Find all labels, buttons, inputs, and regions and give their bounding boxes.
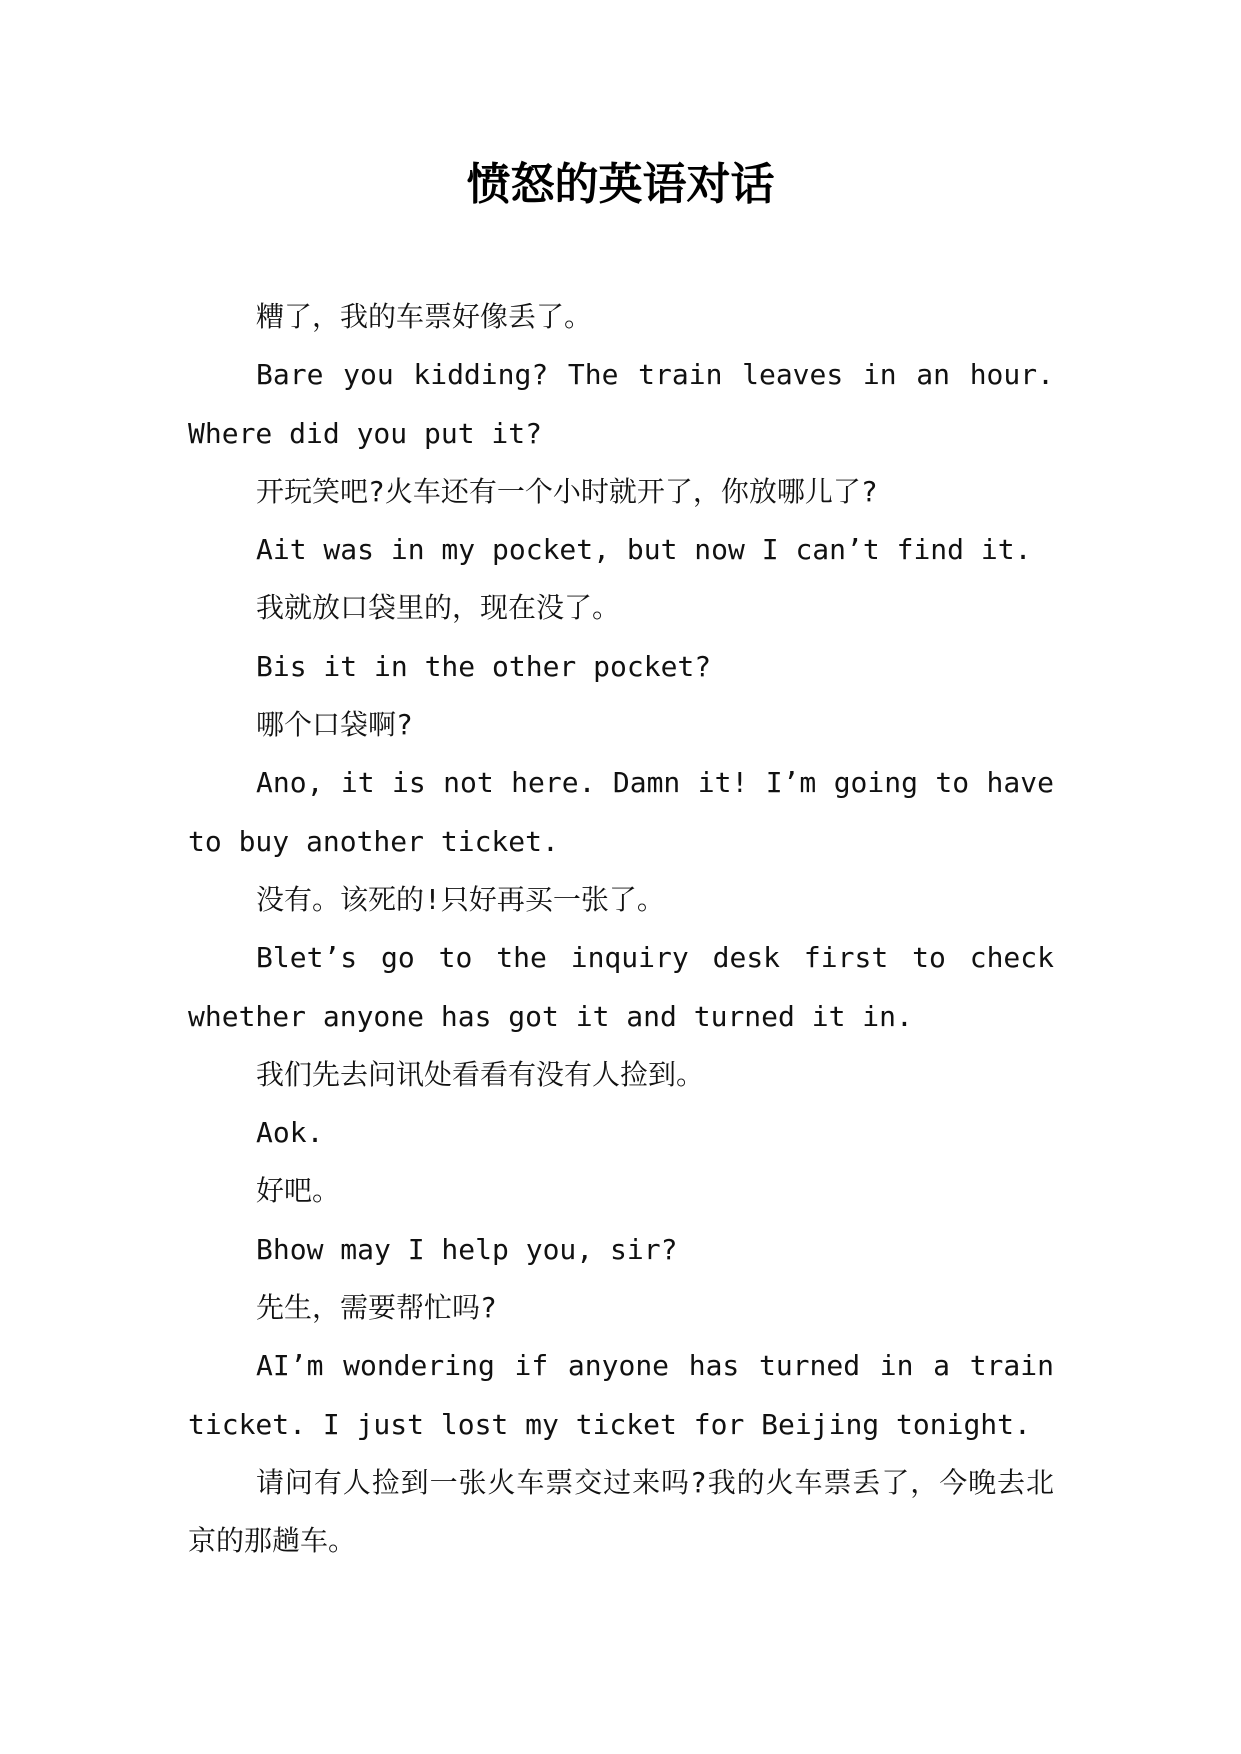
paragraph: 哪个口袋啊? xyxy=(256,708,413,742)
paragraph: Bis it in the other pocket? xyxy=(256,649,712,683)
paragraph: Bhow may I help you, sir? xyxy=(256,1232,678,1266)
paragraph: Ait was in my pocket, but now I can’t find it. xyxy=(256,533,1032,567)
paragraph: 请问有人捡到一张火车票交过来吗?我的火车票丢了，今晚去北京的那趟车。 xyxy=(188,1465,1054,1558)
paragraph: Ano, it is not here. Damn it! I’m going to have to buy another ticket. xyxy=(188,766,1054,858)
paragraph: 好吧。 xyxy=(256,1174,341,1208)
paragraph: 我们先去问讯处看看有没有人捡到。 xyxy=(256,1057,705,1091)
document-title: 愤怒的英语对话 xyxy=(466,159,775,210)
paragraph: Bare you kidding? The train leaves in an hour. Where did you put it? xyxy=(188,358,1054,450)
paragraph: 开玩笑吧?火车还有一个小时就开了，你放哪儿了? xyxy=(256,474,878,508)
paragraph: 糟了，我的车票好像丢了。 xyxy=(256,300,593,333)
paragraph: Blet’s go to the inquiry desk first to check whether anyone has got it and turned it in. xyxy=(188,941,1054,1033)
paragraph: 先生，需要帮忙吗? xyxy=(256,1291,497,1325)
paragraph: 没有。该死的!只好再买一张了。 xyxy=(256,882,665,916)
paragraph: 我就放口袋里的，现在没了。 xyxy=(256,591,621,625)
document-body xyxy=(188,288,1054,1571)
paragraph: Aok. xyxy=(256,1116,324,1150)
paragraph: AI’m wondering if anyone has turned in a train ticket. I just lost my ticket for Beijing tonight. xyxy=(188,1349,1054,1441)
